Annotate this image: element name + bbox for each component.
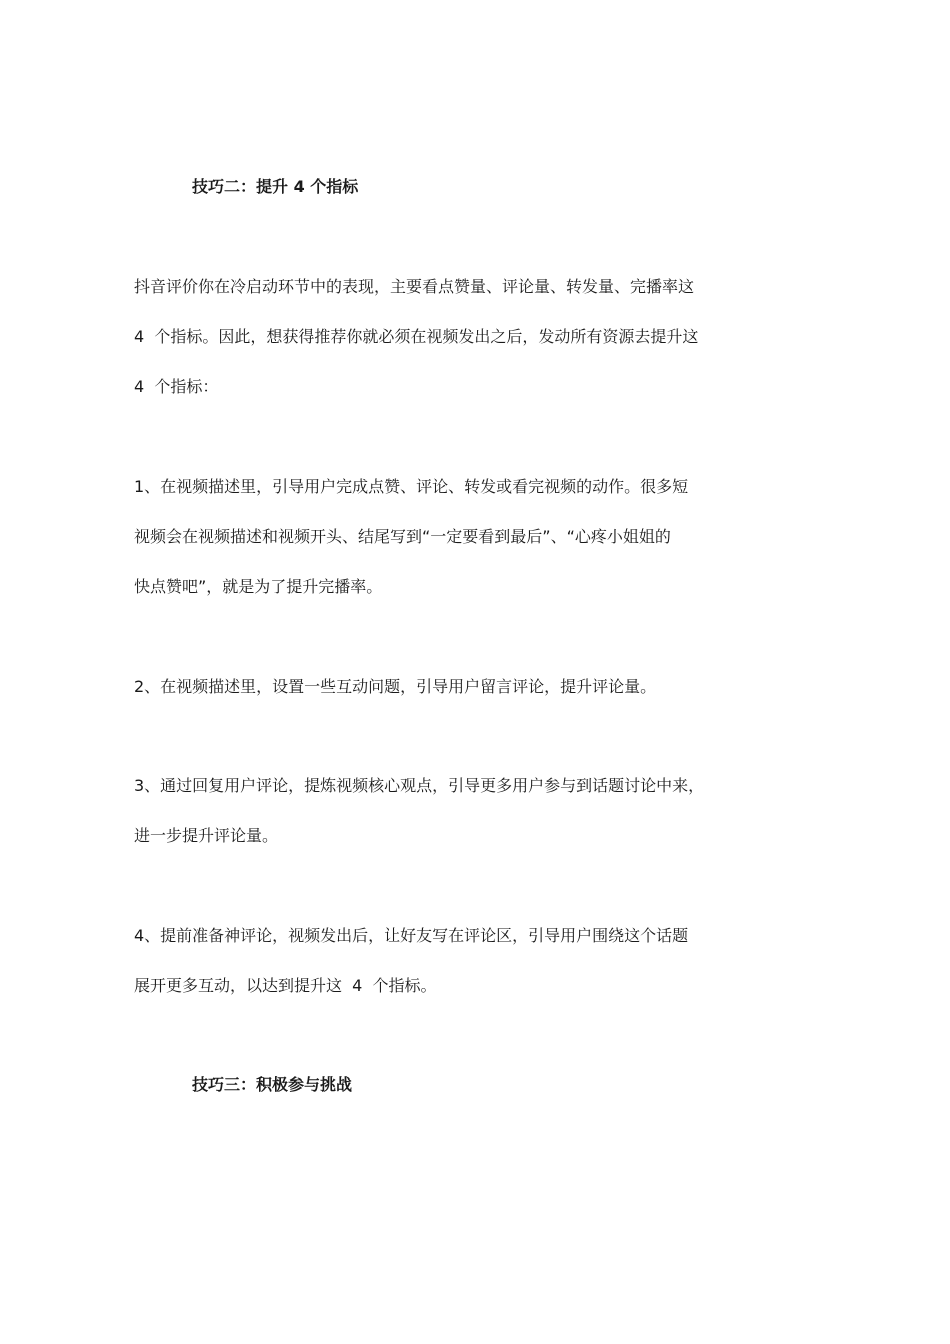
section-heading-tip-2: 技巧二：提升 4 个指标 xyxy=(192,177,359,196)
intro-line-2: 4 个指标。因此，想获得推荐你就必须在视频发出之后，发动所有资源去提升这 xyxy=(134,327,699,346)
item-4-line-1: 4、提前准备神评论，视频发出后，让好友写在评论区，引导用户围绕这个话题 xyxy=(134,926,689,945)
section-heading-tip-3: 技巧三：积极参与挑战 xyxy=(192,1075,353,1094)
item-1-line-2: 视频会在视频描述和视频开头、结尾写到“一定要看到最后”、“心疼小姐姐的 xyxy=(134,527,671,546)
item-2-line-1: 2、在视频描述里，设置一些互动问题，引导用户留言评论，提升评论量。 xyxy=(134,677,657,696)
item-3-line-2: 进一步提升评论量。 xyxy=(134,826,279,845)
item-4-line-2: 展开更多互动，以达到提升这 4 个指标。 xyxy=(134,976,437,995)
intro-line-3: 4 个指标： xyxy=(134,377,219,396)
item-3-line-1: 3、通过回复用户评论，提炼视频核心观点，引导更多用户参与到话题讨论中来， xyxy=(134,776,705,795)
item-1-line-3: 快点赞吧”，就是为了提升完播率。 xyxy=(134,577,383,596)
intro-line-1: 抖音评价你在冷启动环节中的表现，主要看点赞量、评论量、转发量、完播率这 xyxy=(134,277,695,296)
item-1-line-1: 1、在视频描述里，引导用户完成点赞、评论、转发或看完视频的动作。很多短 xyxy=(134,477,689,496)
